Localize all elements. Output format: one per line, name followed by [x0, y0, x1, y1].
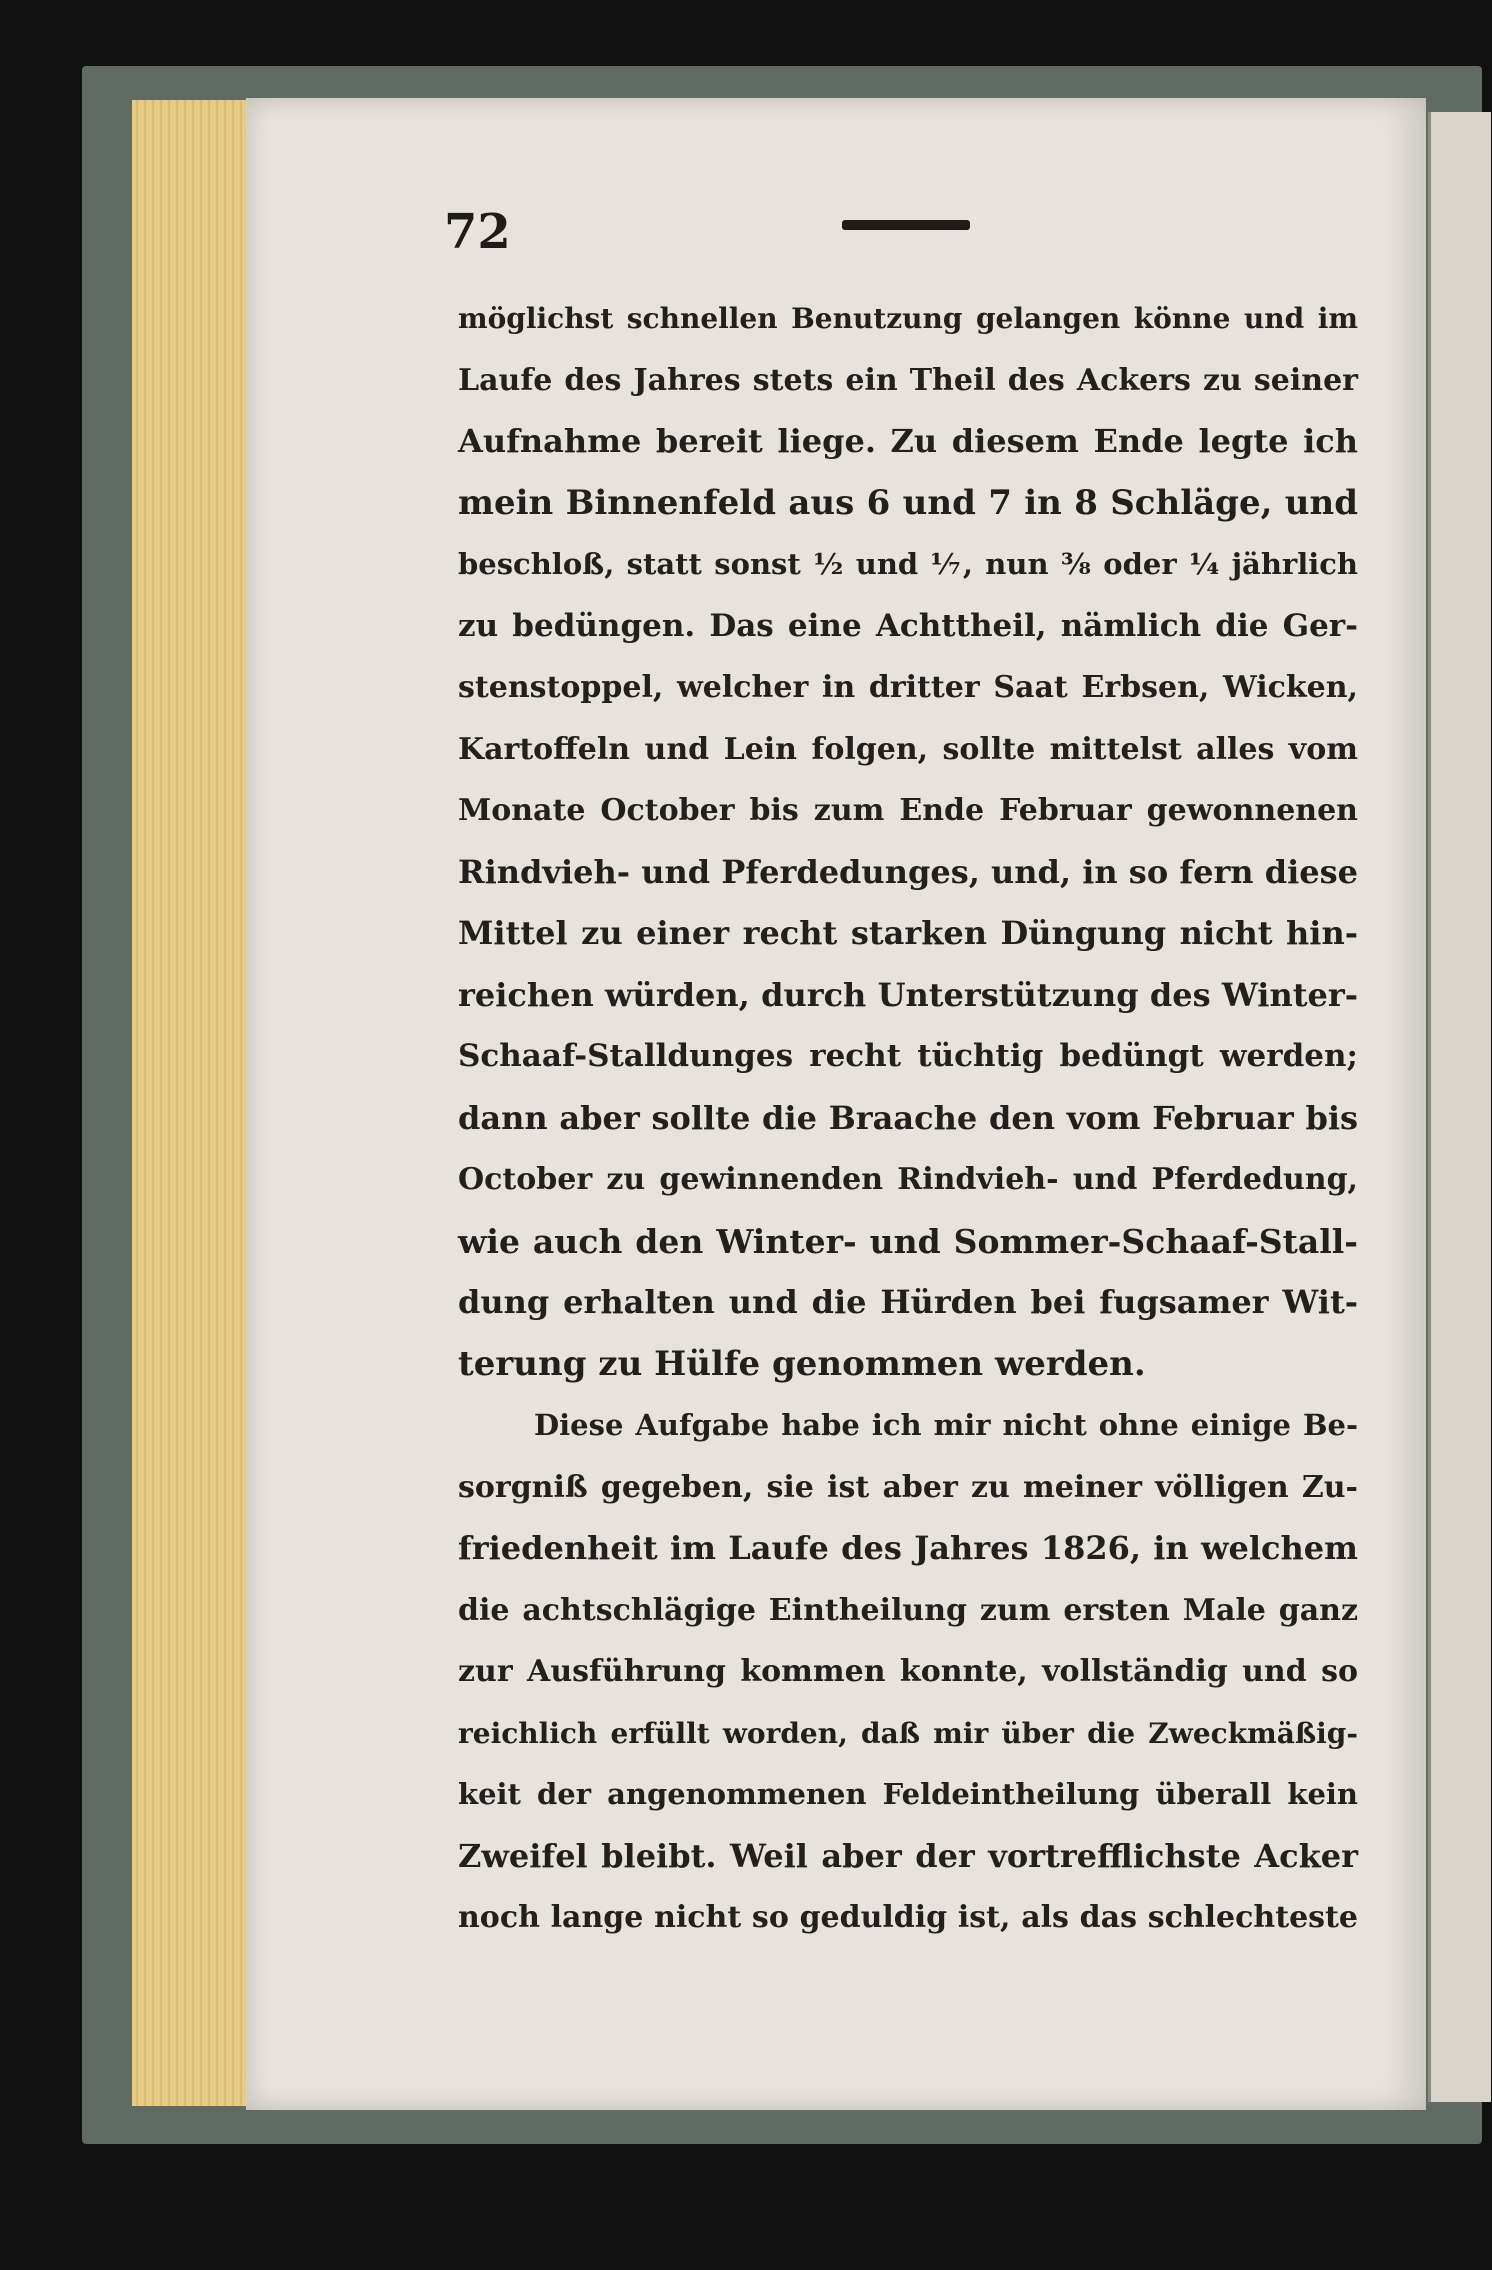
text-line: zur Ausführung kommen konnte, vollständig und so: [458, 1654, 1358, 1689]
text-line: dann aber sollte die Braache den vom Februar bis: [458, 1098, 1358, 1137]
text-line: wie auch den Winter- und Sommer-Schaaf-Stall-: [458, 1221, 1358, 1261]
text-line: keit der angenommenen Feldeintheilung überall kein: [458, 1777, 1358, 1811]
text-line: sorgniß gegeben, sie ist aber zu meiner völligen Zu-: [458, 1469, 1358, 1505]
text-line: Rindvieh- und Pferdedunges, und, in so fern diese: [458, 852, 1358, 891]
text-line: reichlich erfüllt worden, daß mir über die Zweckmäßig-: [458, 1716, 1358, 1750]
text-line: Schaaf-Stalldunges recht tüchtig bedüngt werden;: [458, 1038, 1358, 1074]
header-ornament-rule: [842, 220, 970, 230]
text-line: zu bedüngen. Das eine Achttheil, nämlich die Ger-: [458, 607, 1358, 644]
text-line: Zweifel bleibt. Weil aber der vortrefflichste Acker: [458, 1836, 1358, 1875]
text-line: möglichst schnellen Benutzung gelangen könne und im: [458, 302, 1358, 335]
text-line: die achtschlägige Eintheilung zum ersten Male ganz: [458, 1592, 1358, 1628]
text-line: October zu gewinnenden Rindvieh- und Pferdedung,: [458, 1162, 1358, 1197]
text-line: dung erhalten und die Hürden bei fugsamer Wit-: [458, 1283, 1358, 1321]
text-line: noch lange nicht so geduldig ist, als das schlechteste: [458, 1900, 1358, 1935]
text-line: Laufe des Jahres stets ein Theil des Ackers zu seiner: [458, 362, 1358, 398]
facing-page-edge: [1428, 112, 1491, 2102]
text-line: beschloß, statt sonst ½ und ⅐, nun ⅜ oder ¼ jährlich: [458, 547, 1358, 581]
text-line: Aufnahme bereit liege. Zu diesem Ende legte ich: [458, 422, 1358, 460]
text-line: mein Binnenfeld aus 6 und 7 in 8 Schläge, und: [458, 482, 1358, 523]
text-line-paragraph-start: Diese Aufgabe habe ich mir nicht ohne einige Be-: [534, 1408, 1358, 1442]
text-line: reichen würden, durch Unterstützung des Winter-: [458, 975, 1358, 1014]
text-line: Mittel zu einer recht starken Düngung nicht hin-: [458, 914, 1358, 952]
text-line: Kartoffeln und Lein folgen, sollte mittelst alles vom: [458, 731, 1358, 767]
text-line: stenstoppel, welcher in dritter Saat Erbsen, Wicken,: [458, 670, 1358, 705]
text-line-paragraph-end: terung zu Hülfe genommen werden.: [458, 1343, 1146, 1384]
page-edges: [132, 100, 249, 2106]
page-number: 72: [444, 204, 511, 260]
page-text: [458, 288, 1358, 1949]
text-line: Monate October bis zum Ende Februar gewonnenen: [458, 793, 1358, 828]
text-line: friedenheit im Laufe des Jahres 1826, in welchem: [458, 1529, 1358, 1567]
